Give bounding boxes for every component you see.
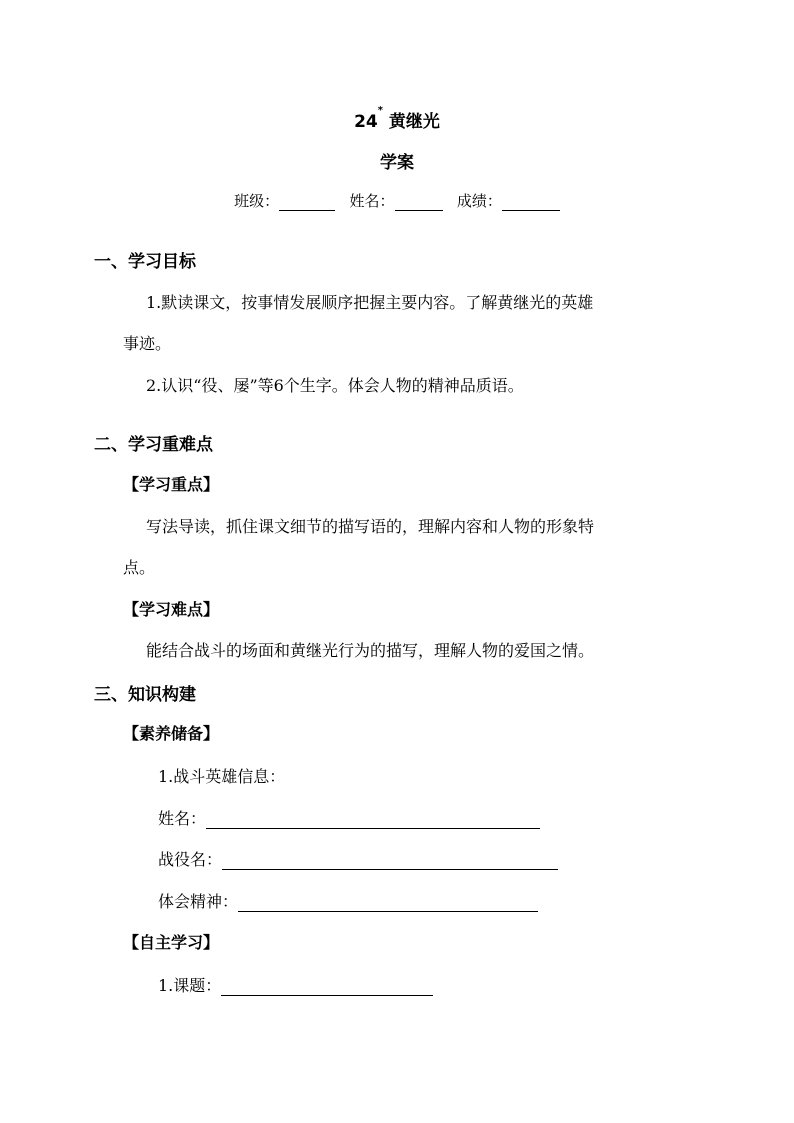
topic-row <box>158 973 433 996</box>
difficulty-heading: 【学习难点】 <box>123 600 220 619</box>
objective-item-1-line-1: 1.默读课文，按事情发展顺序把握主要内容。了解黄继光的英雄 <box>146 293 594 312</box>
hero-name-label: 姓名： <box>158 809 207 828</box>
section-heading-knowledge: 三、知识构建 <box>94 685 196 705</box>
spirit-row <box>158 889 538 912</box>
spirit-blank[interactable] <box>238 893 538 912</box>
name-blank[interactable] <box>395 194 443 211</box>
focus-heading: 【学习重点】 <box>123 475 220 494</box>
battle-name-row <box>158 847 558 870</box>
hero-info-item: 1.战斗英雄信息： <box>158 767 286 786</box>
battle-name-blank[interactable] <box>222 851 558 870</box>
section-heading-key-points: 二、学习重难点 <box>94 435 213 455</box>
focus-text-line-2: 点。 <box>123 558 156 577</box>
battle-name-label: 战役名： <box>158 850 223 869</box>
topic-blank[interactable] <box>221 977 433 996</box>
focus-text-line-1: 写法导读，抓住课文细节的描写语的，理解内容和人物的形象特 <box>146 517 595 536</box>
section-heading-objectives: 一、学习目标 <box>94 252 196 272</box>
difficulty-text: 能结合战斗的场面和黄继光行为的描写，理解人物的爱国之情。 <box>146 641 595 660</box>
hero-name-row <box>158 806 540 829</box>
lesson-title-text: 黄继光 <box>388 112 440 132</box>
objective-item-2: 2.认识“役、屡”等6个生字。体会人物的精神品质语。 <box>146 376 524 395</box>
class-label: 班级： <box>234 192 280 210</box>
literacy-heading: 【素养储备】 <box>123 724 220 743</box>
lesson-number: 24 <box>354 112 378 132</box>
student-info-line <box>0 190 794 211</box>
hero-name-blank[interactable] <box>206 810 540 829</box>
topic-label: 1.课题： <box>158 976 222 995</box>
score-blank[interactable] <box>502 194 560 211</box>
lesson-mark: * <box>377 105 383 116</box>
class-blank[interactable] <box>279 194 335 211</box>
page-subtitle: 学案 <box>380 153 414 173</box>
spirit-label: 体会精神： <box>158 892 239 911</box>
name-label: 姓名： <box>349 192 395 210</box>
self-study-heading: 【自主学习】 <box>123 933 220 952</box>
objective-item-1-line-2: 事迹。 <box>123 334 172 353</box>
lesson-title <box>0 107 794 132</box>
score-label: 成绩： <box>456 192 502 210</box>
